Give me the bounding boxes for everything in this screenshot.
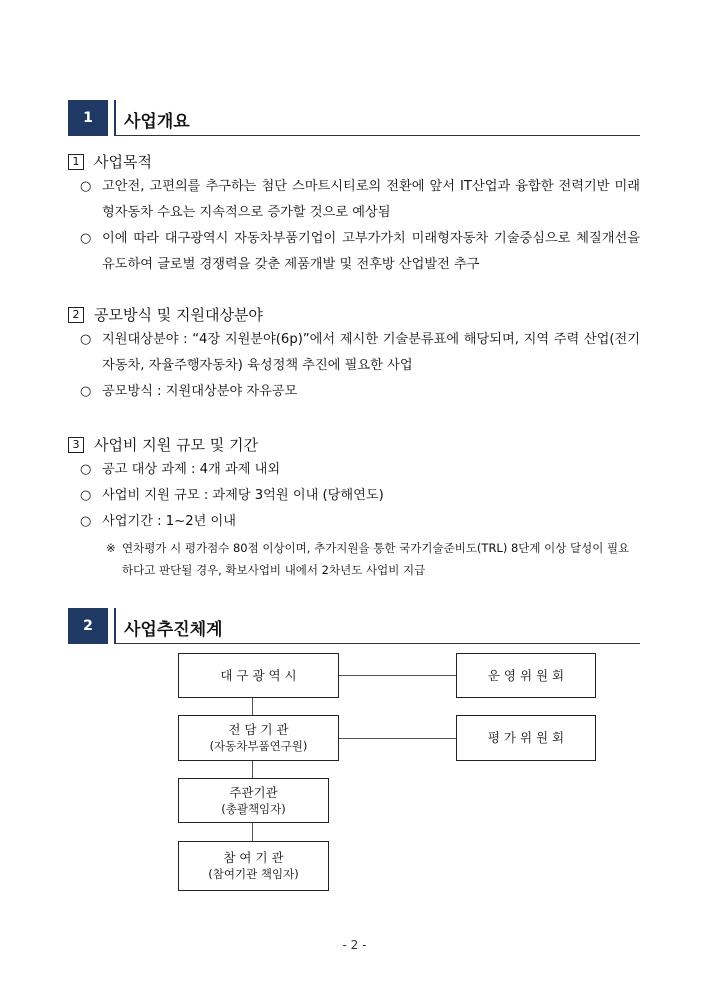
box-label: 평 가 위 원 회 xyxy=(487,730,565,745)
section-title: 사업개요 xyxy=(124,112,190,132)
lead-agency-box xyxy=(178,778,329,823)
subsection-1-heading xyxy=(68,151,152,172)
box-sublabel: (자동차부품연구원) xyxy=(209,739,308,753)
section-divider xyxy=(114,100,116,136)
bullet-item xyxy=(80,226,640,278)
section-divider xyxy=(114,608,116,644)
bullet-text: 지원대상분야 : “4장 지원분야(6p)”에서 제시한 기술분류표에 해당되며, 지역 주력 산업(전기자동차, 자율주행자동차) 육성정책 추진에 필요한 사업 xyxy=(102,332,640,373)
bullet-marker: ○ xyxy=(80,231,92,246)
evaluation-committee-box xyxy=(456,715,596,761)
subsection-number-box: 1 xyxy=(68,154,84,170)
section-number: 1 xyxy=(68,100,108,136)
section-underline xyxy=(114,135,640,136)
subsection-3-heading xyxy=(68,434,258,455)
box-label: 대 구 광 역 시 xyxy=(220,667,297,683)
operating-committee-box xyxy=(456,653,596,698)
bullet-marker: ○ xyxy=(80,332,92,347)
bullet-marker: ○ xyxy=(80,179,92,194)
connector-line xyxy=(252,697,253,715)
bullet-marker: ○ xyxy=(80,514,92,529)
bullet-item xyxy=(80,483,640,509)
note-marker: ※ xyxy=(106,541,116,555)
note-text: 연차평가 시 평가점수 80점 이상이며, 추가지원을 통한 국가기술준비도(TRL) 8단계 이상 달성이 필요하다고 판단될 경우, 확보사업비 내에서 2차년도 사업비 지급 xyxy=(122,541,630,577)
bullet-text: 공모방식 : 지원대상분야 자유공모 xyxy=(102,384,298,399)
subsection-number-box: 2 xyxy=(68,307,84,323)
connector-line xyxy=(338,738,456,739)
bullet-item xyxy=(80,327,640,379)
bullet-item xyxy=(80,457,640,483)
section-2-header xyxy=(68,608,640,644)
bullet-item xyxy=(80,379,640,405)
connector-line xyxy=(252,760,253,778)
section-1-header xyxy=(68,100,640,136)
connector-line xyxy=(338,675,456,676)
box-sublabel: (참여기관 책임자) xyxy=(208,867,299,881)
bullet-marker: ○ xyxy=(80,384,92,399)
bullet-text: 사업비 지원 규모 : 과제당 3억원 이내 (당해연도) xyxy=(102,488,384,503)
bullet-item xyxy=(80,174,640,226)
bullet-item xyxy=(80,509,640,535)
subsection-title: 공모방식 및 지원대상분야 xyxy=(94,306,263,324)
box-label: 참 여 기 관 xyxy=(223,850,284,865)
box-label: 주관기관 xyxy=(229,784,278,800)
bullet-marker: ○ xyxy=(80,462,92,477)
bullet-marker: ○ xyxy=(80,488,92,503)
box-label: 운 영 위 원 회 xyxy=(487,667,565,683)
section-title: 사업추진체계 xyxy=(124,620,223,640)
bullet-text: 이에 따라 대구광역시 자동차부품기업이 고부가가치 미래형자동차 기술중심으로 체질개선을 유도하여 글로벌 경쟁력을 갖춘 제품개발 및 전후방 산업발전 추구 xyxy=(102,231,640,272)
subsection-title: 사업비 지원 규모 및 기간 xyxy=(94,436,258,454)
bullet-text: 고안전, 고편의를 추구하는 첨단 스마트시티로의 전환에 앞서 IT산업과 융합한 전력기반 미래형자동차 수요는 지속적으로 증가할 것으로 예상됨 xyxy=(102,179,640,220)
subsection-title: 사업목적 xyxy=(94,153,152,171)
footnote xyxy=(106,537,640,581)
subsection-number-box: 3 xyxy=(68,437,84,453)
section-number: 2 xyxy=(68,608,108,644)
daegu-city-box xyxy=(178,653,339,698)
page-number: - 2 - xyxy=(342,938,367,952)
bullet-text: 공고 대상 과제 : 4개 과제 내외 xyxy=(102,462,281,477)
box-label: 전 담 기 관 xyxy=(228,722,289,737)
participating-agency-box xyxy=(178,841,329,891)
bullet-text: 사업기간 : 1~2년 이내 xyxy=(102,514,237,529)
box-sublabel: (총괄책임자) xyxy=(221,801,286,816)
managing-agency-box xyxy=(178,715,339,761)
connector-line xyxy=(252,822,253,841)
subsection-2-heading xyxy=(68,304,263,325)
section-underline xyxy=(114,643,640,644)
